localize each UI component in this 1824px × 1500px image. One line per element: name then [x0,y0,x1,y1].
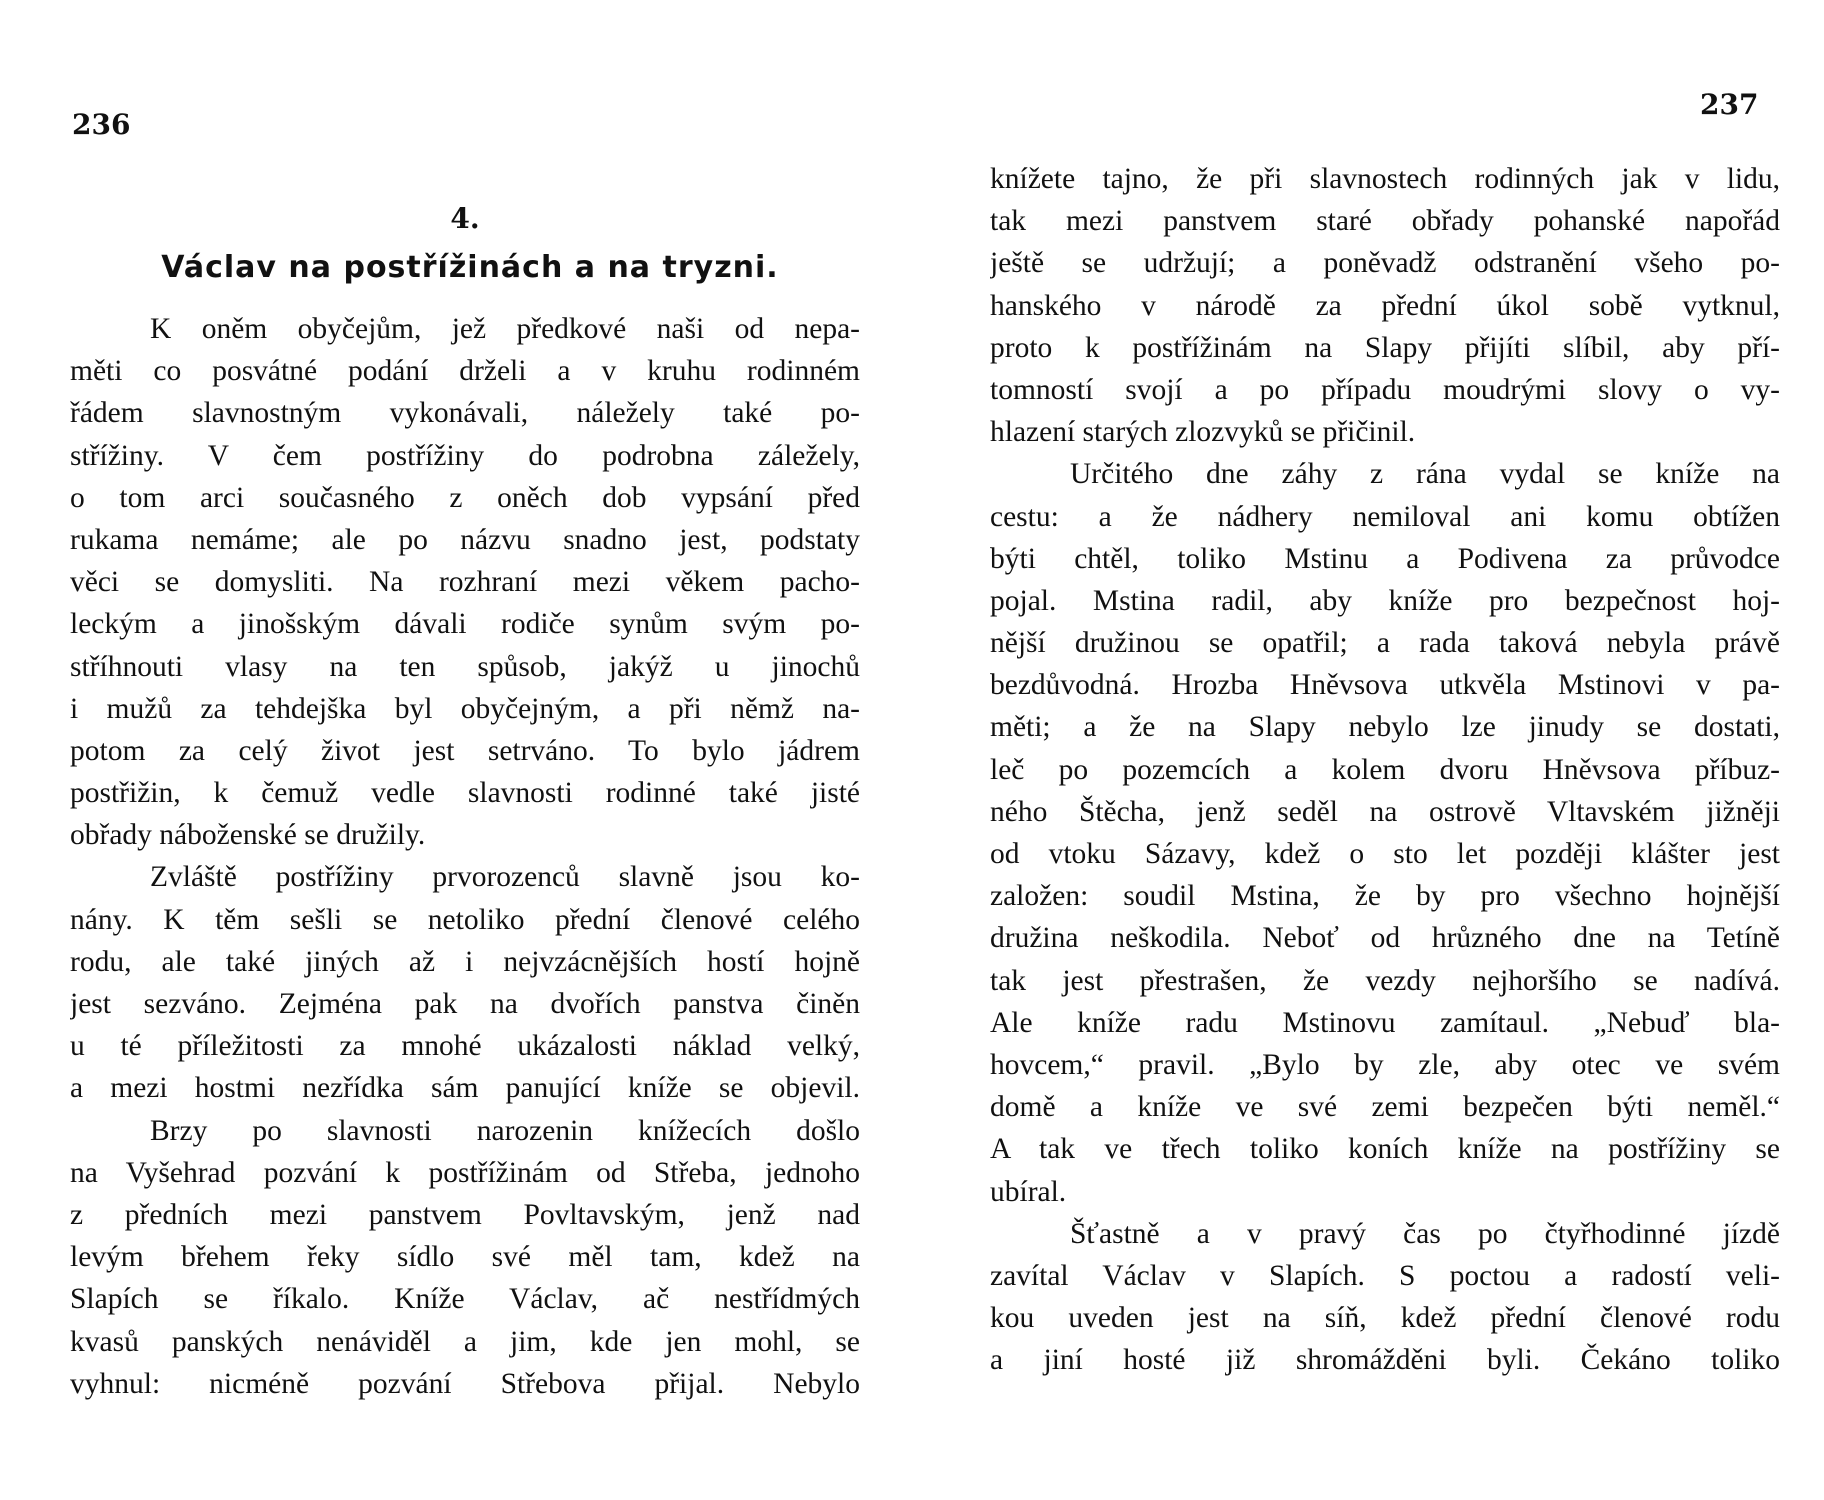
text-line: Šťastně a v pravý čas po čtyřhodinné jízdě [1070,1217,1780,1250]
text-line: Určitého dne záhy z rána vydal se kníže na [1070,458,1780,491]
text-line: a mezi hostmi nezřídka sám panující kníže se objevil. [70,1072,860,1105]
text-line: nější družinou se opatřil; a rada taková nebyla právě [990,627,1780,660]
text-line: K oněm obyčejům, jež předkové naši od nepa- [150,313,860,345]
text-line: cestu: a že nádhery nemiloval ani komu obtížen [990,500,1780,533]
text-line: jest sezváno. Zejména pak na dvořích panstva činěn [70,988,860,1020]
left-page-number: 236 [72,108,131,141]
text-line: řádem slavnostným vykonávali, náležely také po- [70,397,860,430]
text-line: leckým a jinošským dávali rodiče synům svým po- [70,608,860,641]
text-line: ubíral. [990,1175,1067,1208]
text-line: bezdůvodná. Hrozba Hněvsova utkvěla Mstinovi v pa- [990,669,1780,702]
text-line: kou uveden jest na síň, kdež přední členové rodu [990,1302,1780,1335]
text-line: potom za celý život jest setrváno. To bylo jádrem [70,734,860,767]
text-line: stříhnouti vlasy na ten spůsob, jakýž u jinochů [70,650,860,683]
text-line: rodu, ale také jiných až i nejvzácnějších hostí hojně [70,945,860,978]
left-page-text [70,308,860,1405]
text-line: domě a kníže ve své zemi bezpečen býti neměl.“ [990,1091,1780,1124]
text-line: nány. K těm sešli se netoliko přední členové celého [70,903,860,936]
text-line: tomností svojí a po případu moudrými slovy o vy- [990,373,1780,406]
right-page-number: 237 [1700,88,1759,121]
text-line: o tom arci současného z oněch dob vypsání před [70,481,860,514]
text-line: leč po pozemcích a kolem dvoru Hněvsova příbuz- [990,753,1780,786]
text-line: věci se domysliti. Na rozhraní mezi věkem pacho- [70,566,860,599]
text-line: od vtoku Sázavy, kdež o sto let později klášter jest [990,838,1780,870]
text-line: hlazení starých zlozvyků se přičinil. [990,416,1416,449]
text-line: hanského v národě za přední úkol sobě vytknul, [990,289,1780,322]
text-line: založen: soudil Mstina, že by pro všechno hojnější [990,880,1780,913]
text-line: A tak ve třech toliko koních kníže na postřížiny se [990,1133,1780,1166]
text-line: střížiny. V čem postřížiny do podrobna záležely, [70,439,860,472]
text-line: Slapích se říkalo. Kníže Václav, ač nestřídmých [70,1283,860,1316]
text-line: družina neškodila. Neboť od hrůzného dne na Tetíně [990,922,1780,955]
text-line: býti chtěl, toliko Mstinu a Podivena za průvodce [990,542,1780,575]
text-line: měti; a že na Slapy nebylo lze jinudy se dostati, [990,711,1780,744]
text-line: kvasů panských nenáviděl a jim, kde jen mohl, se [70,1325,860,1358]
text-line: obřady náboženské se družily. [70,819,426,852]
text-line: zavítal Václav v Slapích. S poctou a radostí veli- [990,1259,1780,1292]
text-line: u té příležitosti za mnohé ukázalosti náklad velký, [70,1030,860,1063]
text-line: ného Štěcha, jenž seděl na ostrově Vltavském jižněji [990,795,1780,828]
text-line: a jiní hosté již shromážděni byli. Čekáno toliko [990,1344,1780,1377]
text-line: levým břehem řeky sídlo své měl tam, kdež na [70,1241,860,1274]
text-line: Brzy po slavnosti narozenin knížecích došlo [150,1114,860,1147]
chapter-number: 4. [450,202,480,235]
text-line: z předních mezi panstvem Povltavským, jenž nad [70,1198,860,1231]
text-line: tak mezi panstvem staré obřady pohanské napořád [990,205,1780,238]
text-line: knížete tajno, že při slavnostech rodinných jak v lidu, [990,163,1780,195]
text-line: ještě se udržují; a poněvadž odstranění všeho po- [990,247,1780,280]
text-line: Ale kníže radu Mstinovu zamítaul. „Nebuď bla- [990,1006,1780,1039]
text-line: tak jest přestrašen, že vezdy nejhoršího se nadívá. [990,964,1780,997]
text-line: rukama nemáme; ale po názvu snadno jest, podstaty [70,523,860,556]
text-line: měti co posvátné podání drželi a v kruhu rodinném [70,355,860,388]
text-line: i mužů za tehdejška byl obyčejným, a při němž na- [70,692,860,725]
text-line: proto k postřížinám na Slapy přijíti slíbil, aby pří- [990,331,1780,364]
text-line: hovcem,“ pravil. „Bylo by zle, aby otec ve svém [990,1048,1780,1081]
text-line: pojal. Mstina radil, aby kníže pro bezpečnost hoj- [990,584,1780,617]
chapter-title: Václav na postřížinách a na tryzni. [161,250,779,285]
text-line: postřižin, k čemuž vedle slavnosti rodinné také jisté [70,777,860,810]
text-line: vyhnul: nicméně pozvání Střebova přijal. Nebylo [70,1367,860,1400]
text-line: na Vyšehrad pozvání k postřížinám od Střeba, jednoho [70,1156,860,1189]
text-line: Zvláště postřížiny prvorozenců slavně jsou ko- [150,861,860,894]
right-page-text [990,158,1780,1381]
